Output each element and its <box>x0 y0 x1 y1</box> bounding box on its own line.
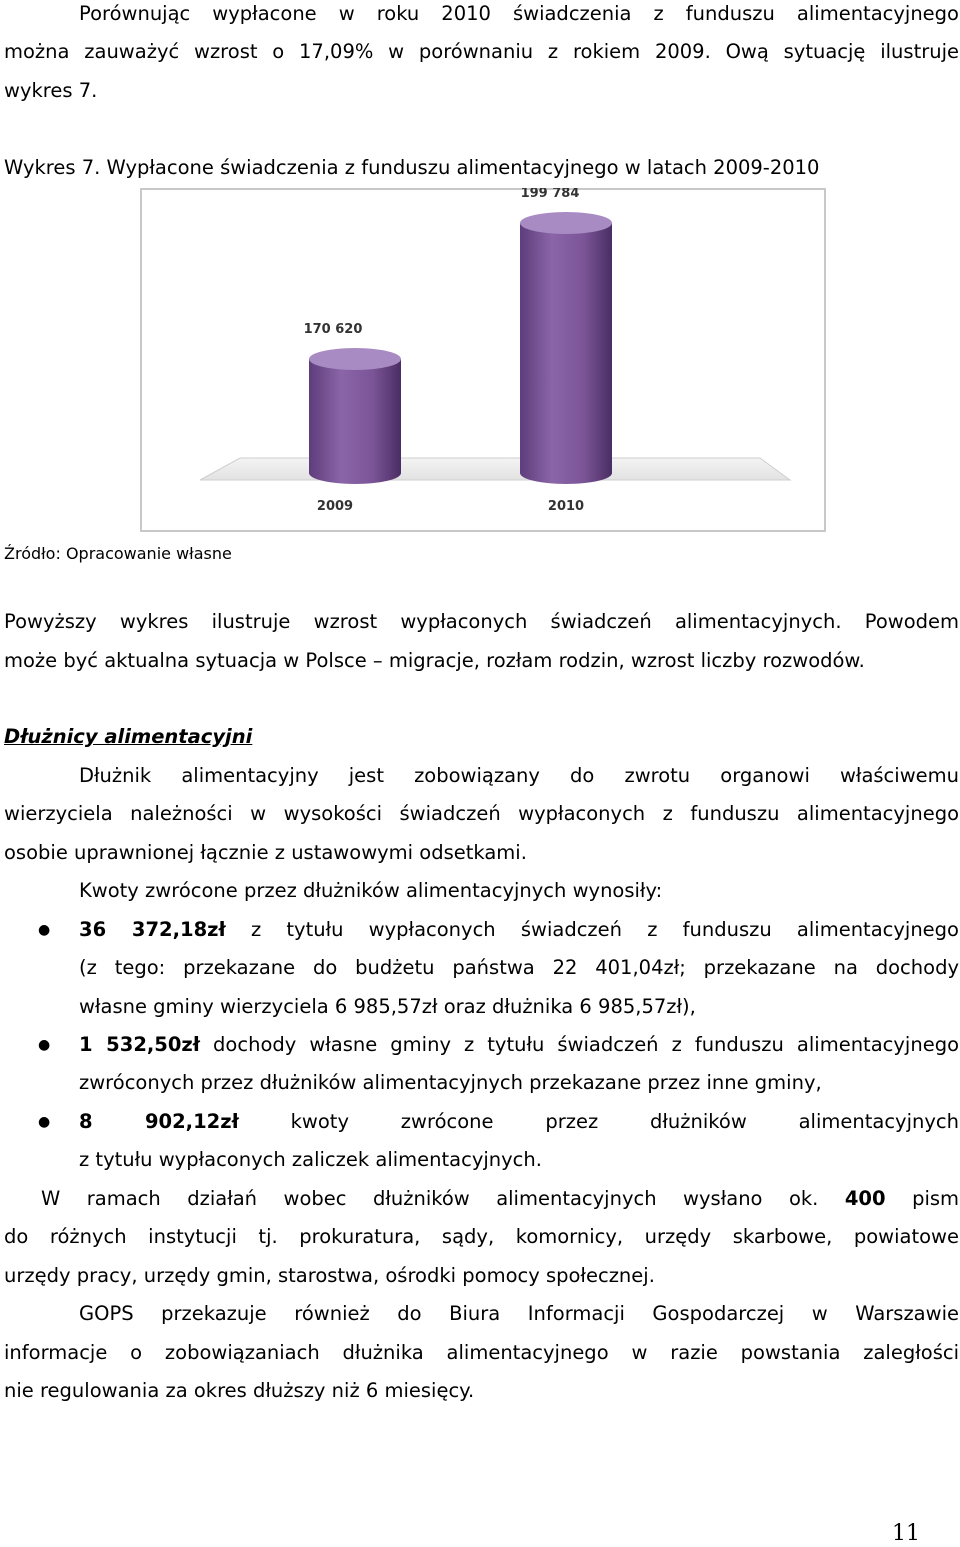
bullet-line: (z tego: przekazane do budżetu państwa 22 401,04zł; przekazane na dochody <box>79 956 959 979</box>
intro-line: Porównując wypłacone w roku 2010 świadczenia z funduszu alimentacyjnego <box>79 2 959 25</box>
para4-line <box>41 1187 959 1211</box>
intro-line: wykres 7. <box>4 79 98 102</box>
bullet-amount: 8 902,12zł <box>79 1110 239 1133</box>
chart-floor <box>200 458 790 480</box>
bullet-dot: ● <box>38 922 51 938</box>
bar-body <box>520 223 612 484</box>
bullet-amount: 1 532,50zł <box>79 1033 201 1056</box>
bullet-line <box>79 918 959 942</box>
chart-bar <box>520 212 612 484</box>
para4-line: urzędy pracy, urzędy gmin, starostwa, ośrodki pomocy społecznej. <box>4 1264 655 1287</box>
bullet-amount: 36 372,18zł <box>79 918 226 941</box>
para5-line: nie regulowania za okres dłuższy niż 6 miesięcy. <box>4 1379 475 1402</box>
para5-line: GOPS przekazuje również do Biura Informacji Gospodarczej w Warszawie <box>79 1302 959 1325</box>
para1-line: Powyższy wykres ilustruje wzrost wypłaconych świadczeń alimentacyjnych. Powodem <box>4 610 959 633</box>
para2-line: wierzyciela należności w wysokości świadczeń wypłaconych z funduszu alimentacyjnego <box>4 802 959 825</box>
category-label: 2010 <box>547 499 585 514</box>
bar-chart <box>140 188 826 532</box>
bullet-line: zwróconych przez dłużników alimentacyjnych przekazane przez inne gminy, <box>79 1071 822 1094</box>
para4-line: do różnych instytucji tj. prokuratura, sądy, komornicy, urzędy skarbowe, powiatowe <box>4 1225 959 1248</box>
bar-top <box>309 348 401 370</box>
section-heading: Dłużnicy alimentacyjni <box>4 725 253 748</box>
bullet-line: z tytułu wypłaconych zaliczek alimentacyjnych. <box>79 1148 542 1171</box>
bullet-text: kwoty zwrócone przez dłużników alimentacyjnych <box>238 1110 959 1133</box>
para1-line: może być aktualna sytuacja w Polsce – migracje, rozłam rodzin, wzrost liczby rozwodów. <box>4 649 865 672</box>
bullet-text: z tytułu wypłaconych świadczeń z funduszu alimentacyjnego <box>225 918 959 941</box>
para3-line: Kwoty zwrócone przez dłużników alimentacyjnych wynosiły: <box>79 879 663 902</box>
bullet-line: własne gminy wierzyciela 6 985,57zł oraz dłużnika 6 985,57zł), <box>79 995 696 1018</box>
para5-line: informacje o zobowiązaniach dłużnika alimentacyjnego w razie powstania zaległości <box>4 1341 959 1364</box>
para4-text: pism <box>912 1187 960 1210</box>
para2-line: Dłużnik alimentacyjny jest zobowiązany do zwrotu organowi właściwemu <box>79 764 959 787</box>
chart-caption: Wykres 7. Wypłacone świadczenia z funduszu alimentacyjnego w latach 2009-2010 <box>4 156 820 179</box>
bullet-text: dochody własne gminy z tytułu świadczeń z funduszu alimentacyjnego <box>200 1033 960 1056</box>
category-label: 2009 <box>316 499 354 514</box>
source-note: Źródło: Opracowanie własne <box>4 544 232 563</box>
letters-count: 400 <box>844 1187 886 1210</box>
bar-top <box>520 212 612 234</box>
bullet-line <box>79 1110 959 1134</box>
intro-line: można zauważyć wzrost o 17,09% w porównaniu z rokiem 2009. Ową sytuację ilustruje <box>4 40 959 63</box>
bar-body <box>309 359 401 484</box>
chart-bar <box>309 348 401 484</box>
page-number: 11 <box>892 1521 920 1546</box>
bullet-dot: ● <box>38 1037 51 1053</box>
value-label: 170 620 <box>303 322 363 337</box>
para4-text: W ramach działań wobec dłużników alimentacyjnych wysłano ok. <box>41 1187 819 1210</box>
bullet-line <box>79 1033 959 1057</box>
para2-line: osobie uprawnionej łącznie z ustawowymi odsetkami. <box>4 841 527 864</box>
value-label: 199 784 <box>520 188 580 201</box>
bullet-dot: ● <box>38 1114 51 1130</box>
